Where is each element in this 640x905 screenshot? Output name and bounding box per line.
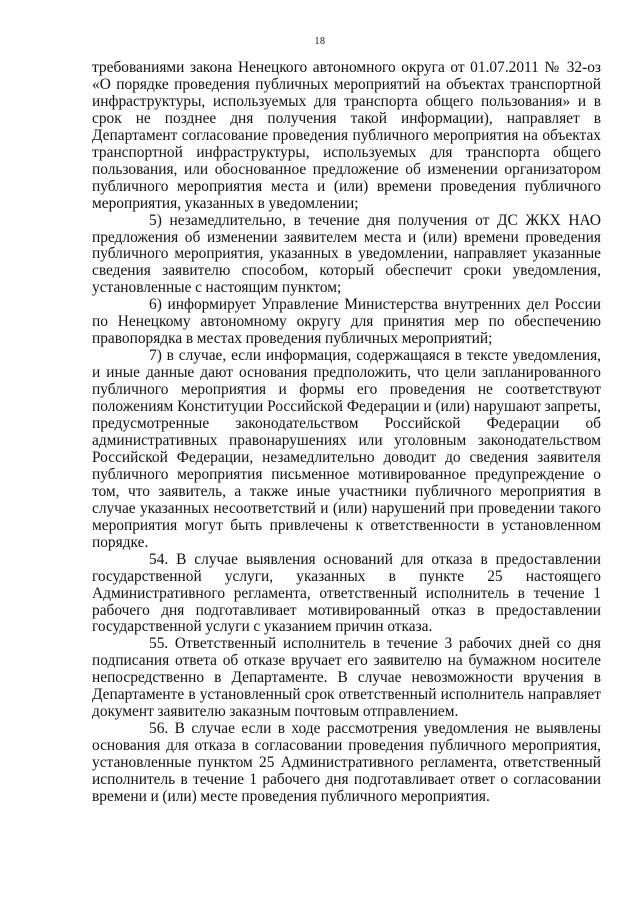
paragraph-continuation: требованиями закона Ненецкого автономного округа от 01.07.2011 № 32-оз «О порядке проведения публичных мероприятий на объектах транспортной инфраструктуры, используемых для транспорта общего пользования» и в срок не позднее дня получения такой информации), направляет в Департамент согласование проведения публичного мероприятия на объектах транспортной инфраструктуры, используемых для транспорта общего пользования, или обоснованное предложение об изменении организатором публичного мероприятия места и (или) времени проведения публичного мероприятия, указанных в уведомлении; bbox=[92, 59, 601, 212]
paragraph-clause-55: 55. Ответственный исполнитель в течение 3 рабочих дней со дня подписания ответа об отказе вручает его заявителю на бумажном носителе непосредственно в Департаменте. В случае невозможности вручения в Департаменте в установленный срок ответственный исполнитель направляет документ заявителю заказным почтовым отправлением. bbox=[92, 635, 601, 721]
paragraph-item-5: 5) незамедлительно, в течение дня получения от ДС ЖКХ НАО предложения об изменении заявителем места и (или) времени проведения публичного мероприятия, указанных в уведомлении, направляет указанные сведения заявителю способом, который обеспечит сроки уведомления, установленные с настоящим пунктом; bbox=[92, 211, 601, 297]
paragraph-item-6: 6) информирует Управление Министерства внутренних дел России по Ненецкому автономному округу для принятия мер по обеспечению правопорядка в местах проведения публичных мероприятий; bbox=[92, 296, 601, 348]
paragraph-clause-54: 54. В случае выявления оснований для отказа в предоставлении государственной услуги, указанных в пункте 25 настоящего Административного регламента, ответственный исполнитель в течение 1 рабочего дня подготавливает мотивированный отказ в предоставлении государственной услуги с указанием причин отказа. bbox=[92, 550, 601, 636]
document-body bbox=[92, 60, 601, 806]
paragraph-clause-56: 56. В случае если в ходе рассмотрения уведомления не выявлены основания для отказа в согласовании проведения публичного мероприятия, установленные пунктом 25 Административного регламента, ответственный исполнитель в течение 1 рабочего дня подготавливает ответ о согласовании времени и (или) месте проведения публичного мероприятия. bbox=[92, 720, 601, 805]
paragraph-item-7: 7) в случае, если информация, содержащаяся в тексте уведомления, и иные данные дают основания предположить, что цели запланированного публичного мероприятия и формы его проведения не соответствуют положениям Конституции Российской Федерации и (или) нарушают запреты, предусмотренные законодательством Российской Федерации об административных правонарушениях или уголовным законодательством Российской Федерации, незамедлительно доводит до сведения заявителя публичного мероприятия письменное мотивированное предупреждение о том, что заявитель, а также иные участники публичного мероприятия в случае указанных несоответствий и (или) нарушений при проведении такого мероприятия могут быть привлечены к ответственности в установленном порядке. bbox=[92, 347, 601, 551]
page-number: 18 bbox=[314, 36, 326, 47]
